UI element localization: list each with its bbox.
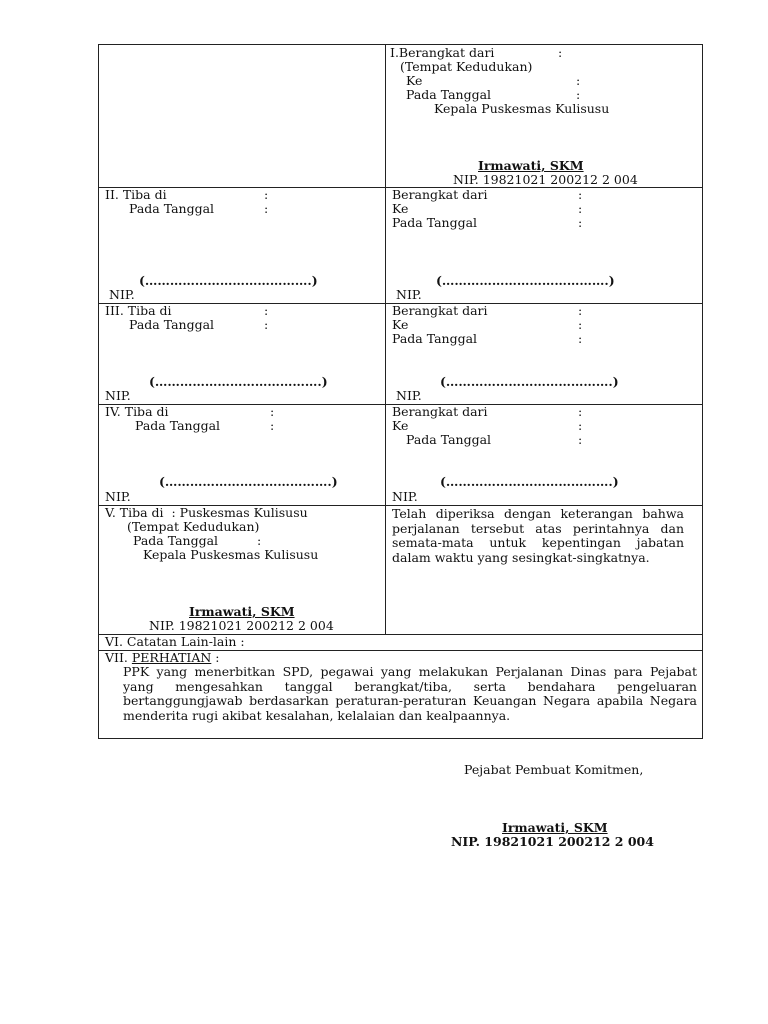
to-colon: : [578,201,583,216]
depart-from-label: I.Berangkat dari [390,45,495,60]
to-label: Ke [392,317,409,332]
row-6 [99,635,703,651]
arrive-at-label: V. Tiba di : Puskesmas Kulisusu [105,505,308,520]
attention-colon: : [211,649,220,665]
arrive-at-colon: : [264,303,269,318]
date-label: Pada Tanggal [135,418,221,433]
nip-label: NIP. [392,489,418,504]
date-colon: : [576,87,581,102]
commitment-officer-name: Irmawati, SKM [502,820,608,835]
attention-heading [105,651,696,666]
home-base-label: (Tempat Kedudukan) [127,519,260,534]
depart-from-colon: : [578,404,583,419]
travel-endorsement-table [98,44,703,739]
date-label: Pada Tanggal [392,215,478,230]
signature-placeholder: (………………………………….) [440,374,619,389]
signer-name: Irmawati, SKM [189,604,295,619]
other-notes-label: VI. Catatan Lain-lain : [105,634,245,649]
signature-placeholder: (………………………………….) [149,374,328,389]
attention-number: VII. [105,649,128,665]
row-3 [99,304,703,405]
other-notes-cell [99,635,703,651]
attention-cell [99,650,703,738]
arrive-at-colon: : [270,404,275,419]
signer-title: Kepala Puskesmas Kulisusu [143,547,319,562]
signer-nip: NIP. 19821021 200212 2 004 [149,618,334,633]
to-colon: : [578,317,583,332]
home-base-label: (Tempat Kedudukan) [400,59,533,74]
depart-from-label: Berangkat dari [392,187,488,202]
date-label: Pada Tanggal [392,331,478,346]
row-1 [99,45,703,188]
to-label: Ke [392,201,409,216]
commitment-officer-title: Pejabat Pembuat Komitmen, [464,762,644,777]
commitment-officer-nip: NIP. 19821021 200212 2 004 [451,834,654,849]
signer-name: Irmawati, SKM [478,158,584,173]
row-1-right-cell [386,45,703,188]
nip-label: NIP. [396,388,422,403]
depart-from-label: Berangkat dari [392,303,488,318]
row-5 [99,506,703,635]
date-colon: : [578,215,583,230]
verification-statement: Telah diperiksa dengan keterangan bahwa perjalanan tersebut atas perintahnya dan semata-mata untuk kepentingan jabatan dalam waktu yang sesingkat-singkatnya. [392,506,684,565]
signer-title: Kepala Puskesmas Kulisusu [434,101,610,116]
signer-nip: NIP. 19821021 200212 2 004 [453,172,638,187]
row-4-right-cell [386,405,703,506]
date-colon: : [270,418,275,433]
row-4 [99,405,703,506]
nip-label: NIP. [396,287,422,302]
row-5-right-cell [386,506,703,635]
row-3-right-cell [386,304,703,405]
signature-placeholder: (………………………………….) [436,273,615,288]
date-colon: : [264,201,269,216]
arrive-at-label: III. Tiba di [105,303,172,318]
nip-label: NIP. [105,489,131,504]
date-colon: : [578,331,583,346]
to-colon: : [576,73,581,88]
row-2-left-cell [99,188,386,304]
date-label: Pada Tanggal [406,432,492,447]
row-1-left-cell [99,45,386,188]
attention-label: PERHATIAN [131,649,212,665]
signature-placeholder: (………………………………….) [440,474,619,489]
date-label: Pada Tanggal [129,317,215,332]
date-label: Pada Tanggal [406,87,492,102]
to-label: Ke [406,73,423,88]
row-3-left-cell [99,304,386,405]
date-colon: : [257,533,262,548]
date-label: Pada Tanggal [129,201,215,216]
row-5-left-cell [99,506,386,635]
date-label: Pada Tanggal [133,533,219,548]
depart-from-label: Berangkat dari [392,404,488,419]
nip-label: NIP. [105,388,131,403]
attention-text: PPK yang menerbitkan SPD, pegawai yang melakukan Perjalanan Dinas para Pejabat yang mengesahkan tanggal berangkat/tiba, serta bendahara pengeluaran bertanggungjawab berdasarkan peraturan-peraturan Keuangan Negara apabila Negara menderita rugi akibat kesalahan, kelalaian dan kealpaannya. [123,664,697,723]
date-colon: : [264,317,269,332]
depart-from-colon: : [578,303,583,318]
date-colon: : [578,432,583,447]
row-7 [99,650,703,738]
to-colon: : [578,418,583,433]
signature-placeholder: (………………………………….) [159,474,338,489]
nip-label: NIP. [109,287,135,302]
arrive-at-colon: : [264,187,269,202]
signature-placeholder: (………………………………….) [139,273,318,288]
row-2 [99,188,703,304]
to-label: Ke [392,418,409,433]
depart-from-colon: : [558,45,563,60]
row-2-right-cell [386,188,703,304]
depart-from-colon: : [578,187,583,202]
arrive-at-label: II. Tiba di [105,187,167,202]
row-4-left-cell [99,405,386,506]
arrive-at-label: IV. Tiba di [105,404,169,419]
